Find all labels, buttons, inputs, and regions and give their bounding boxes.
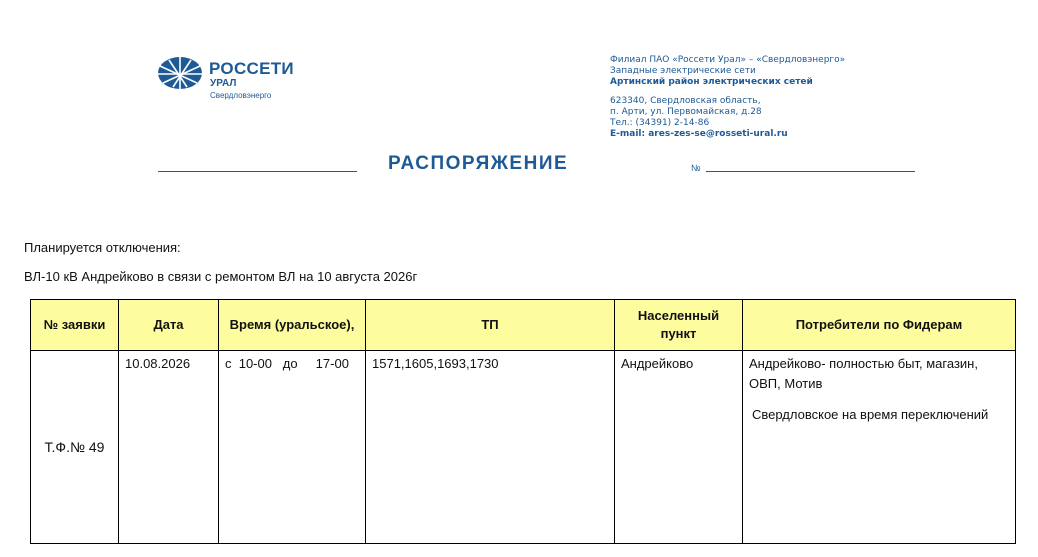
org-line: Филиал ПАО «Россети Урал» – «Свердловэнерго» — [610, 55, 846, 65]
number-label: № — [691, 163, 701, 173]
column-header: Потребители по Фидерам — [743, 300, 1016, 351]
column-header: № заявки — [31, 300, 119, 351]
consumers-text: Андрейково- полностью быт, магазин, ОВП, Мотив — [749, 356, 978, 391]
brand-subsidiary: Свердловэнерго — [210, 91, 272, 100]
time-cell — [219, 351, 366, 544]
line-description: ВЛ-10 кВ Андрейково в связи с ремонтом ВЛ на 10 августа 2026г — [24, 269, 418, 284]
column-header: Время (уральское), — [219, 300, 366, 351]
request-number-cell: Т.Ф.№ 49 — [31, 351, 119, 544]
number-underline — [706, 171, 915, 172]
address-line: п. Арти, ул. Первомайская, д.28 — [610, 107, 762, 117]
date-underline — [158, 171, 357, 172]
email-line: E-mail: ares-zes-se@rosseti-ural.ru — [610, 129, 788, 139]
rosseti-logo — [157, 54, 307, 102]
org-line: Западные электрические сети — [610, 66, 756, 76]
consumers-note: Свердловское на время переключений — [752, 407, 989, 422]
tp-cell: 1571,1605,1693,1730 — [366, 351, 615, 544]
brand-region: УРАЛ — [210, 78, 237, 89]
date-cell: 10.08.2026 — [119, 351, 219, 544]
column-header: Населенный пункт — [615, 300, 743, 351]
brand-name: РОССЕТИ — [209, 59, 294, 78]
address-line: 623340, Свердловская область, — [610, 96, 761, 106]
document-type-title: РАСПОРЯЖЕНИЕ — [388, 153, 569, 174]
column-header: ТП — [366, 300, 615, 351]
time-value: с 10-00 до 17-00 — [225, 356, 349, 371]
table-header-row — [31, 300, 1016, 351]
phone-line: Тел.: (34391) 2-14-86 — [610, 118, 710, 128]
column-header: Дата — [119, 300, 219, 351]
organization-details — [610, 55, 845, 140]
locality-cell: Андрейково — [615, 351, 743, 544]
table-row — [31, 351, 1016, 544]
org-line: Артинский район электрических сетей — [610, 77, 813, 87]
consumers-cell — [743, 351, 1016, 544]
outage-table — [30, 299, 1016, 544]
intro-text: Планируется отключения: — [24, 240, 181, 255]
rosseti-emblem-icon — [157, 56, 203, 92]
